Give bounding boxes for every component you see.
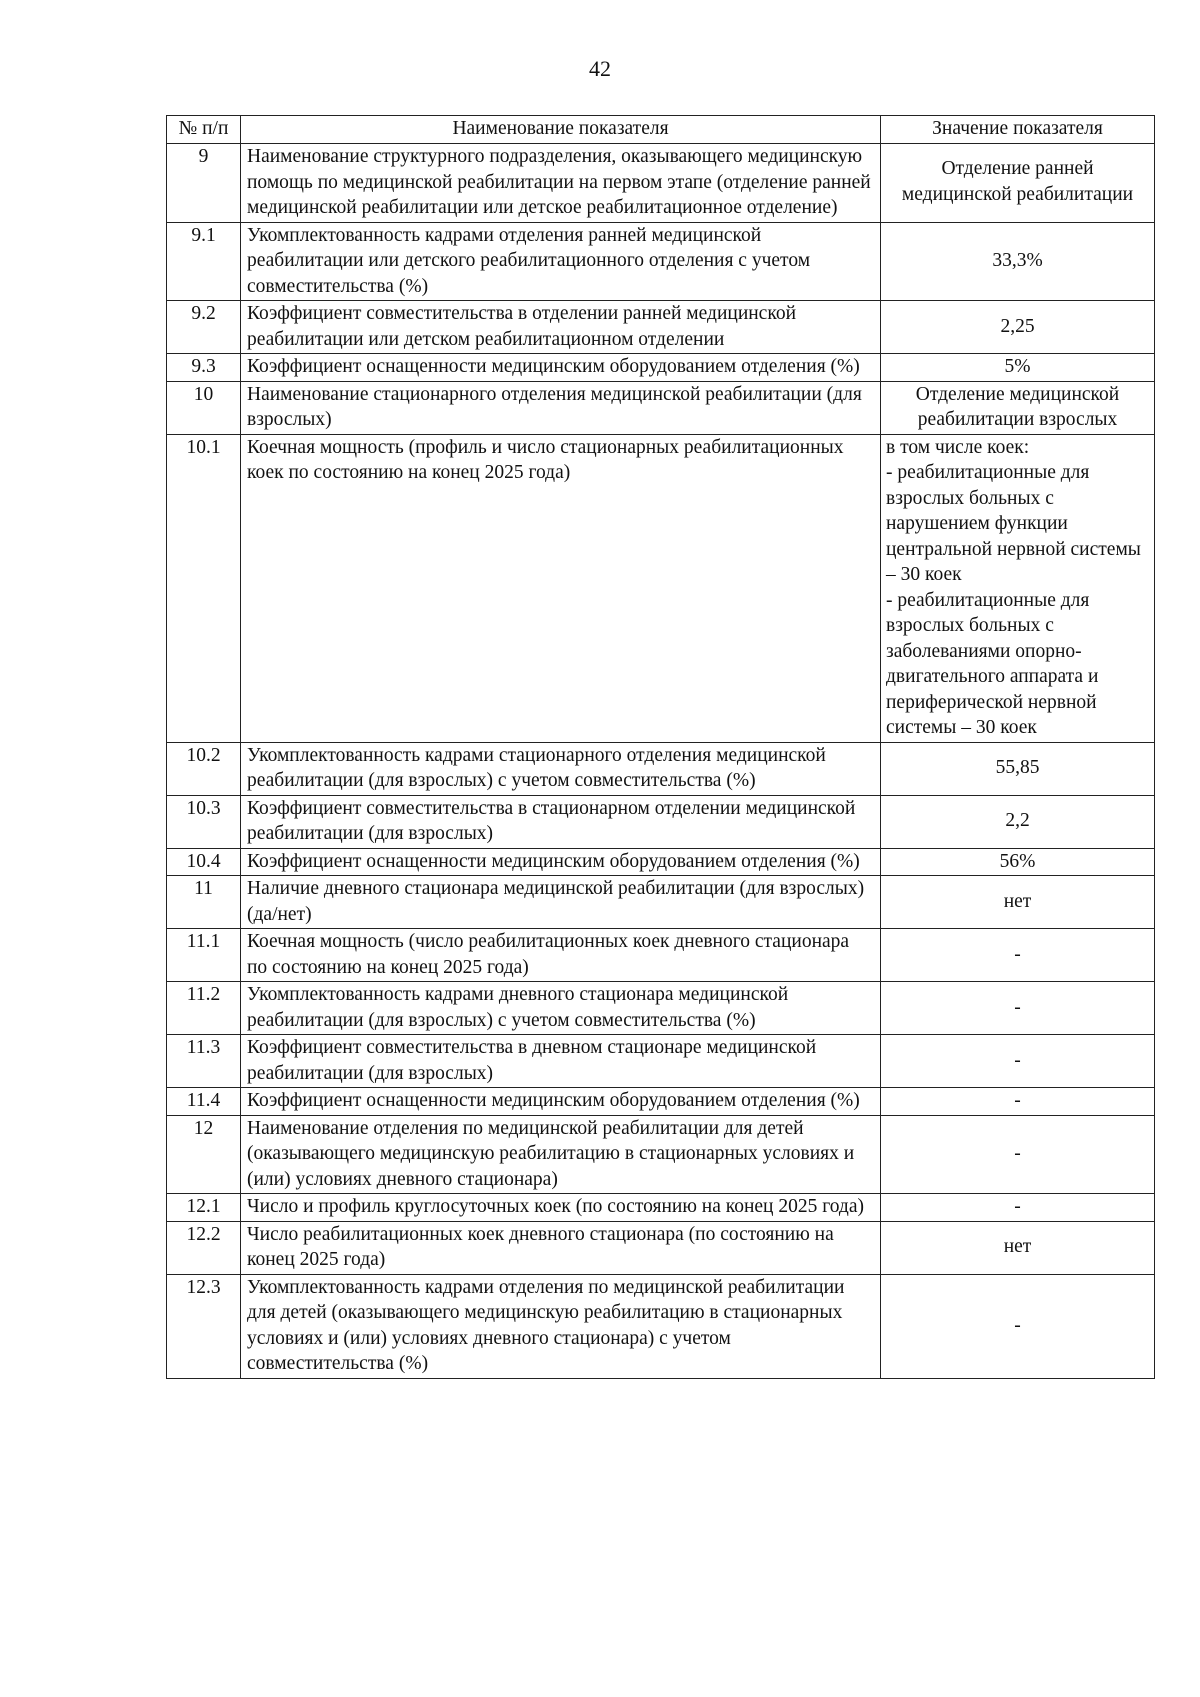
indicators-table (166, 115, 1155, 1379)
row-number: 12.1 (167, 1194, 241, 1222)
row-indicator-name: Число и профиль круглосуточных коек (по состоянию на конец 2025 года) (241, 1194, 881, 1222)
table-row (167, 144, 1155, 223)
row-indicator-name: Коечная мощность (число реабилитационных коек дневного стационара по состоянию на конец 2025 года) (241, 929, 881, 982)
row-indicator-value: 55,85 (881, 742, 1155, 795)
row-indicator-value: 56% (881, 848, 1155, 876)
row-indicator-value: 2,25 (881, 301, 1155, 354)
row-indicator-value: нет (881, 876, 1155, 929)
table-row (167, 381, 1155, 434)
header-indicator-name: Наименование показателя (241, 116, 881, 144)
row-indicator-name: Укомплектованность кадрами стационарного отделения медицинской реабилитации (для взрослых) с учетом совместительства (%) (241, 742, 881, 795)
row-indicator-value: 33,3% (881, 222, 1155, 301)
row-indicator-value: Отделение медицинской реабилитации взрослых (881, 381, 1155, 434)
table-row (167, 876, 1155, 929)
row-indicator-name: Число реабилитационных коек дневного стационара (по состоянию на конец 2025 года) (241, 1221, 881, 1274)
table-header-row (167, 116, 1155, 144)
row-indicator-name: Коэффициент оснащенности медицинским оборудованием отделения (%) (241, 1088, 881, 1116)
table-row (167, 929, 1155, 982)
row-indicator-value: - (881, 929, 1155, 982)
row-number: 11.1 (167, 929, 241, 982)
table-row (167, 301, 1155, 354)
table-row (167, 1221, 1155, 1274)
row-indicator-name: Укомплектованность кадрами отделения ранней медицинской реабилитации или детского реабилитационного отделения с учетом совместительства (%) (241, 222, 881, 301)
row-number: 9.1 (167, 222, 241, 301)
row-number: 10.2 (167, 742, 241, 795)
table-row (167, 1194, 1155, 1222)
row-number: 9 (167, 144, 241, 223)
row-indicator-name: Коэффициент оснащенности медицинским оборудованием отделения (%) (241, 848, 881, 876)
table-row (167, 848, 1155, 876)
table-row (167, 222, 1155, 301)
page-number: 42 (589, 56, 611, 81)
row-indicator-name: Наименование отделения по медицинской реабилитации для детей (оказывающего медицинскую реабилитацию в стационарных условиях и (или) условиях дневного стационара) (241, 1115, 881, 1194)
row-number: 10.3 (167, 795, 241, 848)
table-row (167, 1088, 1155, 1116)
table-row (167, 1115, 1155, 1194)
row-indicator-value: - (881, 1035, 1155, 1088)
row-number: 11.4 (167, 1088, 241, 1116)
row-indicator-value: - (881, 1088, 1155, 1116)
row-indicator-value: нет (881, 1221, 1155, 1274)
row-indicator-name: Коечная мощность (профиль и число стационарных реабилитационных коек по состоянию на конец 2025 года) (241, 434, 881, 742)
row-indicator-name: Укомплектованность кадрами отделения по медицинской реабилитации для детей (оказывающего медицинскую реабилитацию в стационарных условиях и (или) условиях дневного стационара) с учетом совместительства (%) (241, 1274, 881, 1378)
row-indicator-name: Наличие дневного стационара медицинской реабилитации (для взрослых) (да/нет) (241, 876, 881, 929)
table-row (167, 1035, 1155, 1088)
table-row (167, 982, 1155, 1035)
row-indicator-name: Коэффициент совместительства в стационарном отделении медицинской реабилитации (для взрослых) (241, 795, 881, 848)
table-row (167, 434, 1155, 742)
row-number: 10.4 (167, 848, 241, 876)
row-indicator-value: - (881, 1194, 1155, 1222)
row-number: 11.2 (167, 982, 241, 1035)
row-indicator-value: - (881, 1115, 1155, 1194)
header-number: № п/п (167, 116, 241, 144)
row-indicator-name: Коэффициент оснащенности медицинским оборудованием отделения (%) (241, 354, 881, 382)
row-number: 10 (167, 381, 241, 434)
row-indicator-value: в том числе коек: - реабилитационные для взрослых больных с нарушением функции центральной нервной системы – 30 коек - реабилитационные для взрослых больных с заболеваниями опорно-двигательного аппарата и периферической нервной системы – 30 коек (881, 434, 1155, 742)
table-row (167, 795, 1155, 848)
table-row (167, 354, 1155, 382)
row-indicator-value: Отделение ранней медицинской реабилитации (881, 144, 1155, 223)
table-row (167, 1274, 1155, 1378)
row-indicator-value: - (881, 982, 1155, 1035)
row-number: 12.3 (167, 1274, 241, 1378)
header-indicator-value: Значение показателя (881, 116, 1155, 144)
row-indicator-name: Укомплектованность кадрами дневного стационара медицинской реабилитации (для взрослых) с учетом совместительства (%) (241, 982, 881, 1035)
row-indicator-value: - (881, 1274, 1155, 1378)
row-indicator-name: Коэффициент совместительства в отделении ранней медицинской реабилитации или детском реабилитационном отделении (241, 301, 881, 354)
row-number: 11.3 (167, 1035, 241, 1088)
row-number: 11 (167, 876, 241, 929)
row-number: 12 (167, 1115, 241, 1194)
row-number: 10.1 (167, 434, 241, 742)
table-row (167, 742, 1155, 795)
row-indicator-name: Наименование структурного подразделения, оказывающего медицинскую помощь по медицинской реабилитации на первом этапе (отделение ранней медицинской реабилитации или детское реабилитационное отделение) (241, 144, 881, 223)
row-indicator-value: 5% (881, 354, 1155, 382)
row-number: 9.3 (167, 354, 241, 382)
row-number: 12.2 (167, 1221, 241, 1274)
row-indicator-name: Наименование стационарного отделения медицинской реабилитации (для взрослых) (241, 381, 881, 434)
row-indicator-name: Коэффициент совместительства в дневном стационаре медицинской реабилитации (для взрослых) (241, 1035, 881, 1088)
row-number: 9.2 (167, 301, 241, 354)
row-indicator-value: 2,2 (881, 795, 1155, 848)
